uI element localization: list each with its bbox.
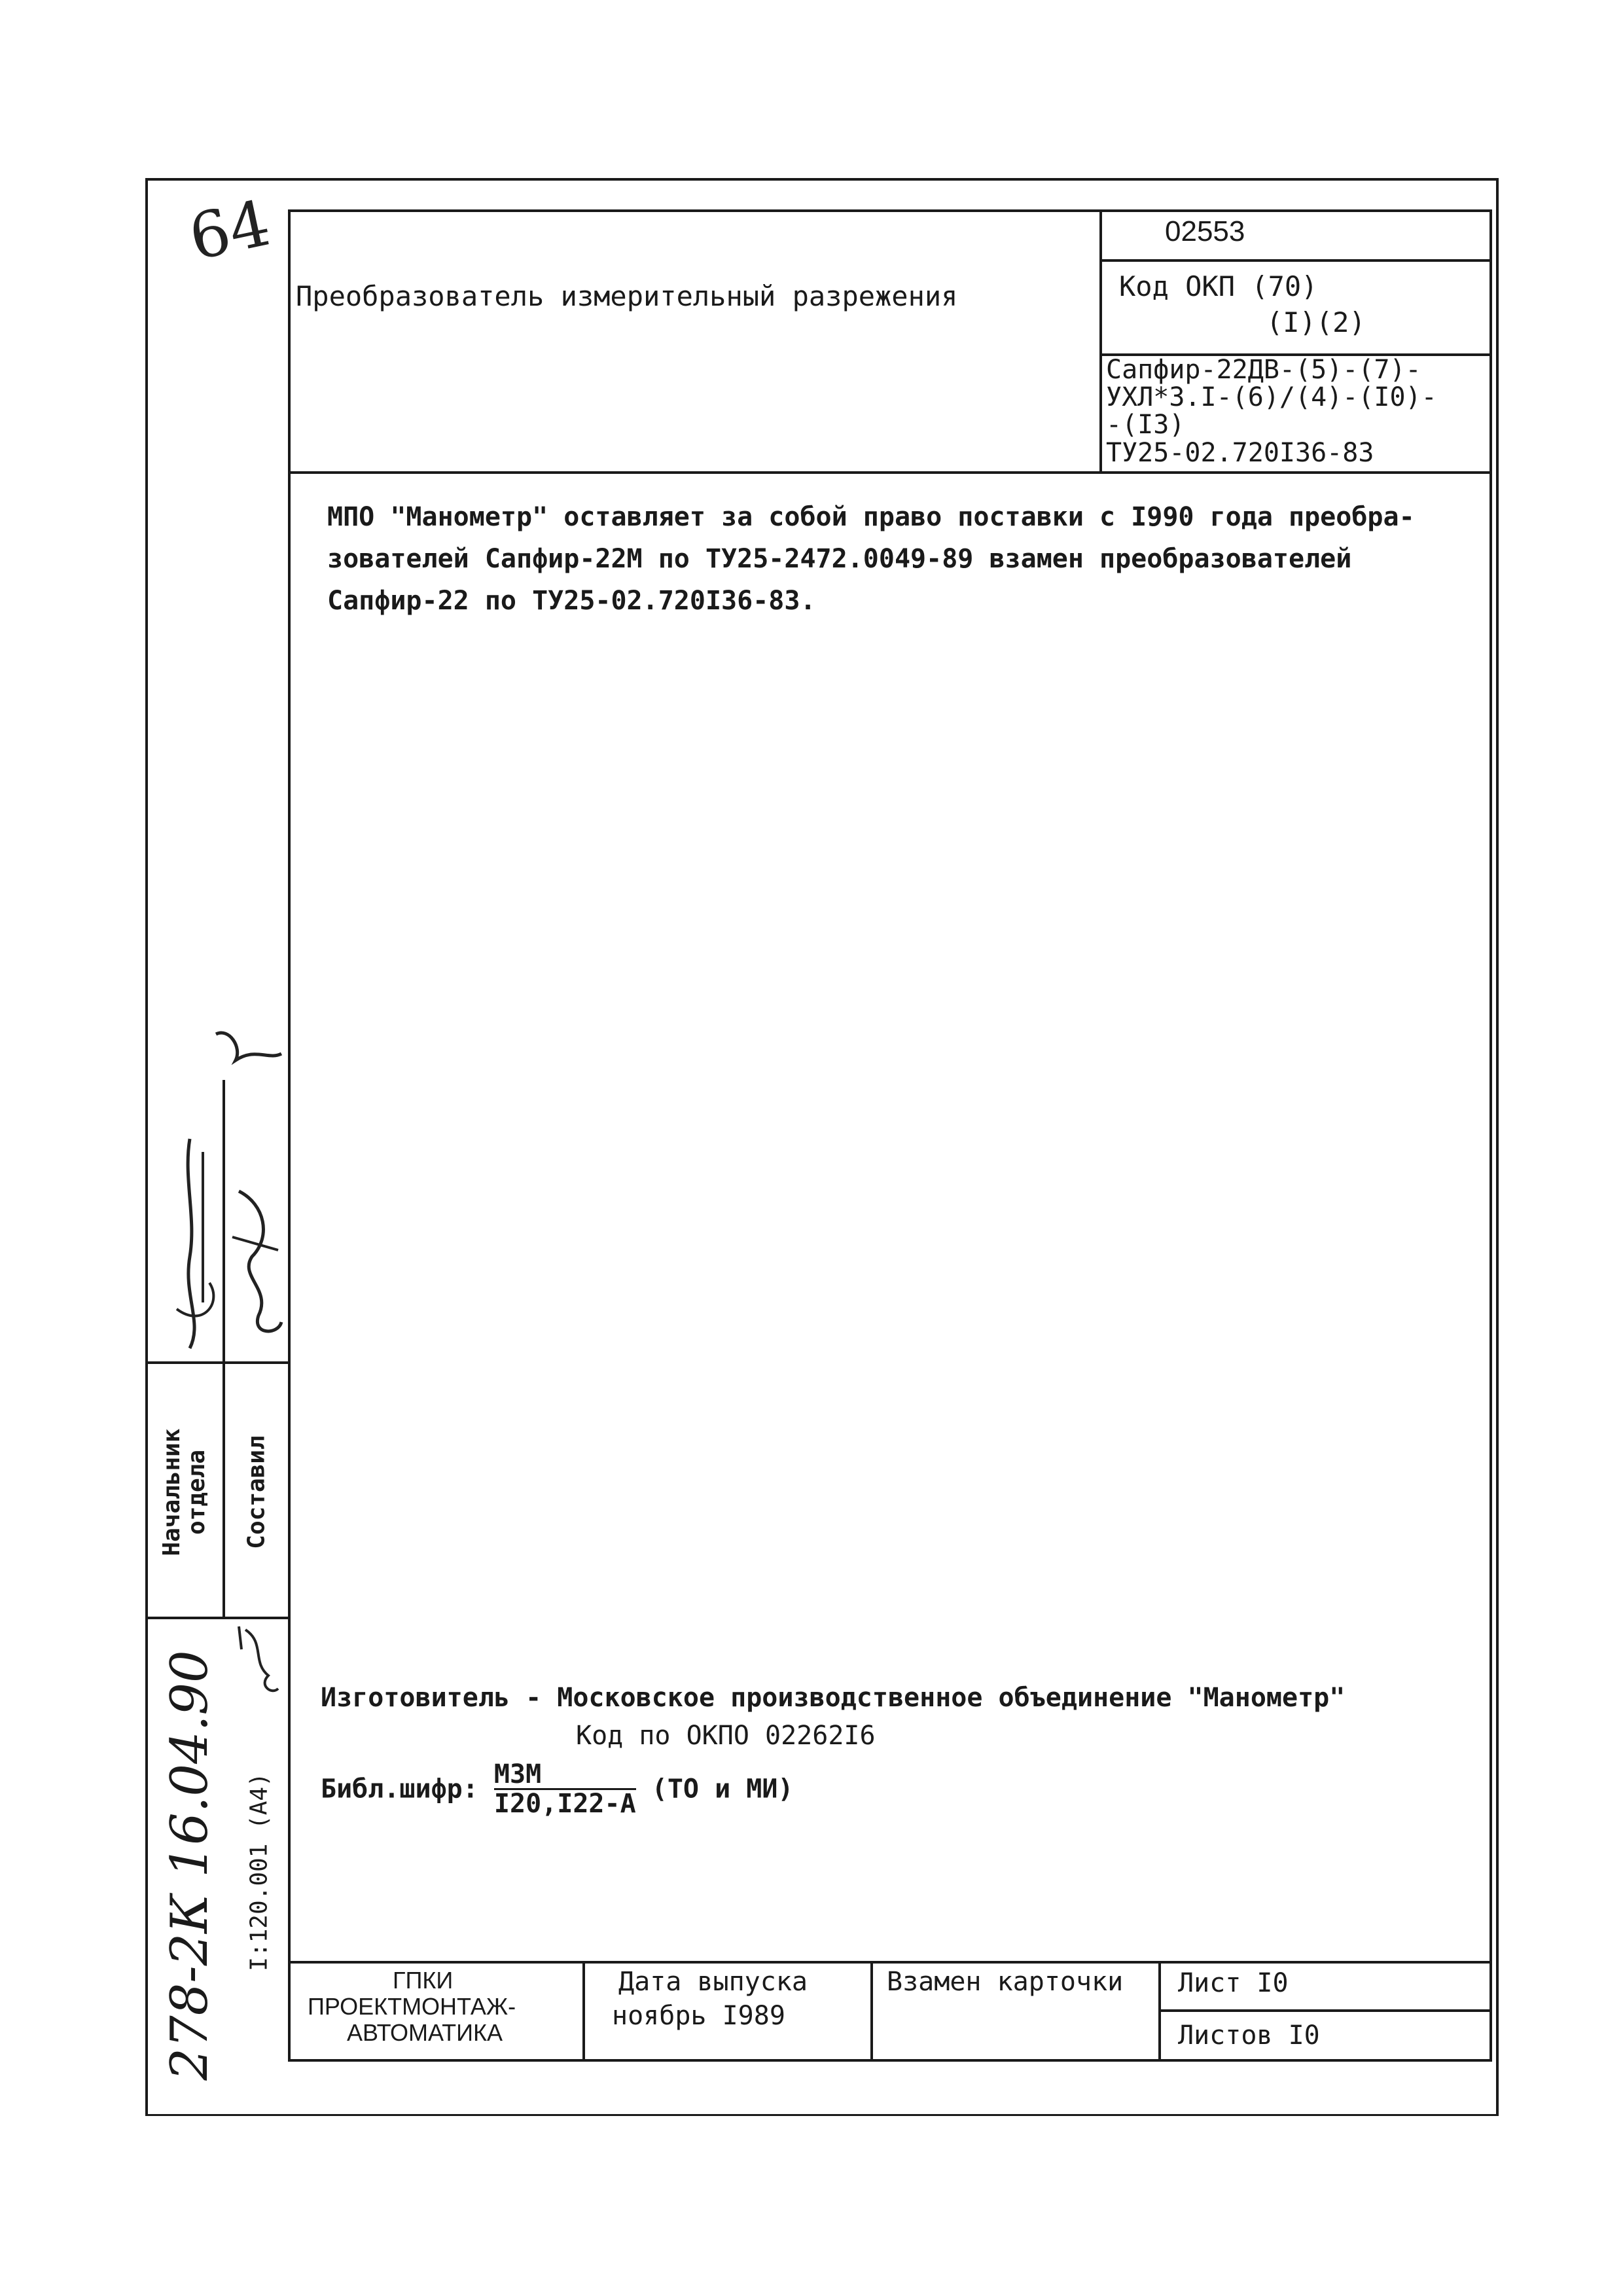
sheets-total: Листов I0	[1178, 2020, 1320, 2051]
footer-bottom	[288, 2059, 1492, 2062]
footer-top	[288, 1961, 1492, 1964]
library-label: Библ.шифр:	[321, 1774, 494, 1804]
library-suffix: (ТО и МИ)	[635, 1774, 794, 1804]
header-col-divider	[1099, 209, 1102, 474]
frame-right-line	[1496, 178, 1499, 2115]
product-title: Преобразователь измерительный разрежения	[296, 280, 958, 312]
sheet-number: Лист I0	[1178, 1968, 1289, 1998]
frame-top-line	[145, 178, 1499, 181]
header-left	[288, 209, 291, 2062]
header-top	[288, 209, 1492, 212]
stamp-top	[145, 1361, 291, 1364]
release-label: Дата выпуска	[618, 1967, 808, 1997]
org-line-2: ПРОЕКТМОНТАЖ-	[308, 1993, 516, 2020]
notice-line-3: Сапфир-22 по ТУ25-02.720I36-83.	[327, 586, 816, 616]
library-den: I20,I22-А	[493, 1789, 636, 1819]
org-line-3: АВТОМАТИКА	[347, 2019, 503, 2046]
signature-registration	[232, 1623, 285, 1702]
designation-line-2: УХЛ*3.I-(6)/(4)-(I0)-	[1106, 382, 1437, 412]
page-number: 64	[183, 186, 277, 275]
frame-left-line	[145, 178, 148, 2115]
okp-label: Код ОКП (70)	[1119, 270, 1318, 302]
header-row1	[1099, 259, 1492, 262]
notice-line-2: зователей Сапфир-22М по ТУ25-2472.0049-89 взамен преобразователей	[327, 544, 1352, 574]
frame-bottom-line	[145, 2114, 1499, 2116]
designation-line-3: -(I3)	[1106, 410, 1185, 440]
signature-compiled	[226, 1178, 291, 1348]
footer-div-2	[870, 1961, 873, 2062]
manufacturer-name: Московское производственное объединение "Манометр"	[557, 1683, 1346, 1713]
library-cipher	[321, 1761, 793, 1818]
library-fraction	[494, 1761, 636, 1818]
library-num: МЗМ	[494, 1761, 636, 1790]
footer-sheet-row	[1158, 2009, 1492, 2012]
manufacturer-line	[321, 1683, 1345, 1712]
header-right	[1489, 209, 1492, 2062]
replaces-label: Взамен карточки	[887, 1967, 1124, 1997]
form-code: I:120.001 (А4)	[245, 1772, 273, 1971]
head-of-department-label: Начальник отдела	[158, 1428, 210, 1556]
okpo-code: Код по ОКПО 02262I6	[576, 1721, 876, 1751]
org-line-1: ГПКИ	[393, 1967, 454, 1994]
tu-designation: ТУ25-02.720I36-83	[1106, 438, 1374, 468]
handwritten-registration: 278-2К 16.04.90	[160, 1650, 219, 2081]
designation-line-1: Сапфир-22ДВ-(5)-(7)-	[1106, 355, 1421, 385]
manufacturer-label: Изготовитель -	[321, 1683, 558, 1713]
footer-div-1	[582, 1961, 585, 2062]
compiled-by-label: Составил	[243, 1435, 270, 1549]
okp-sub: (I)(2)	[1266, 306, 1366, 338]
release-date: ноябрь I989	[612, 2001, 785, 2031]
notice-line-1: МПО "Манометр" оставляет за собой право поставки с I990 года преобра-	[327, 502, 1415, 532]
stamp-bottom	[145, 1617, 291, 1619]
header-bottom	[288, 471, 1492, 474]
product-code: 02553	[1165, 215, 1245, 247]
